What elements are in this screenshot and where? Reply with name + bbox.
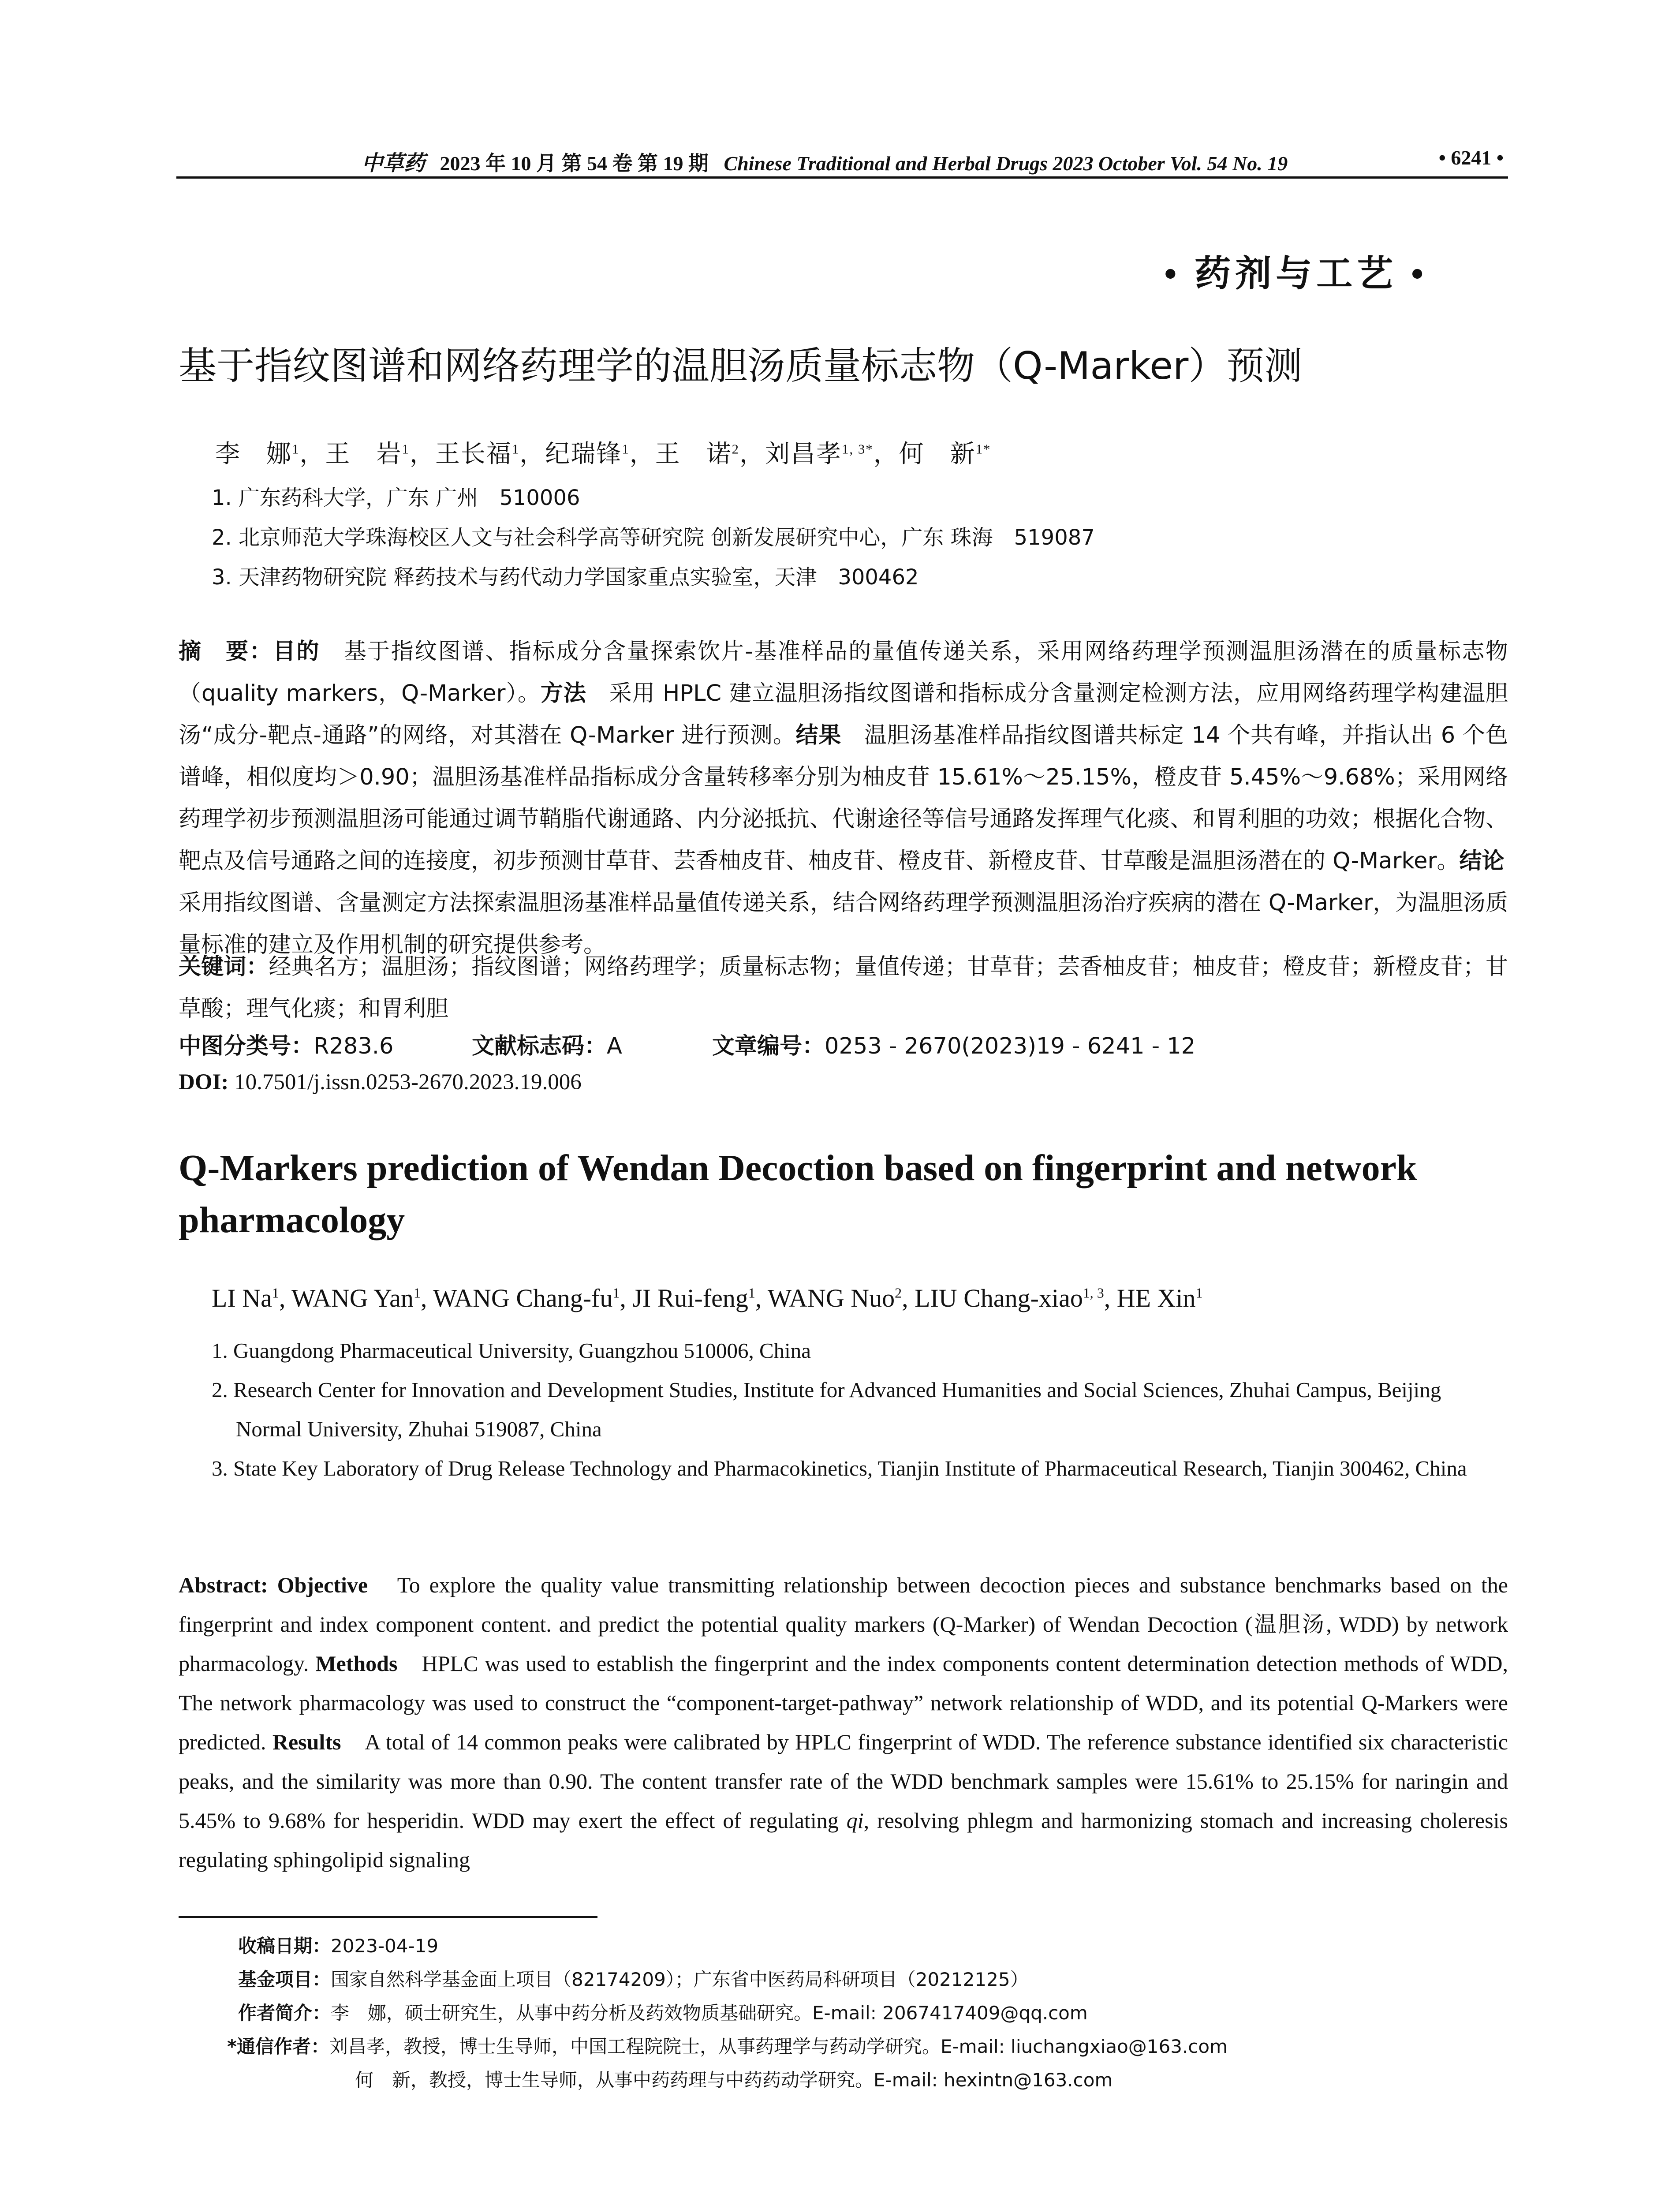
footnote-text: 李 娜，硕士研究生，从事中药分析及药效物质基础研究。E-mail: 2067417409@qq.com [331, 2002, 1088, 2024]
author-sup: 1 [511, 441, 520, 457]
author-sep: , [620, 1284, 633, 1312]
author-sep: , [902, 1284, 915, 1312]
doc-code-value: A [607, 1033, 622, 1059]
author-cn: 李 娜 [215, 441, 292, 468]
author-en: JI Rui-feng [632, 1284, 748, 1312]
doi-line [179, 1069, 582, 1095]
author-en: LI Na [212, 1284, 272, 1312]
footnote-label: 收稿日期： [238, 1935, 331, 1957]
affiliation-cn-3: 3. 天津药物研究院 释药技术与药代动力学国家重点实验室，天津 300462 [212, 565, 919, 590]
title-en: Q-Markers prediction of Wendan Decoction based on fingerprint and network pharmacology [179, 1147, 1417, 1241]
author-en: WANG Chang-fu [433, 1284, 613, 1312]
affiliation-en-1: 1. Guangdong Pharmaceutical University, Guangzhou 510006, China [212, 1338, 811, 1363]
footnote-label: 基金项目： [238, 1969, 331, 1990]
clc-value: R283.6 [314, 1033, 394, 1059]
running-head-text [362, 146, 1288, 176]
keywords-text-cn: 经典名方；温胆汤；指纹图谱；网络药理学；质量标志物；量值传递；甘草苷；芸香柚皮苷；柚皮苷；橙皮苷；新橙皮苷；甘草酸；理气化痰；和胃利胆 [179, 954, 1508, 1022]
footnote-corresponding-2 [238, 2063, 1508, 2097]
author-sup: 1 [748, 1285, 755, 1301]
author-cn: 王 岩 [325, 441, 402, 468]
doi-value: 10.7501/j.issn.0253-2670.2023.19.006 [234, 1070, 582, 1095]
objective-label-cn: 目的 [273, 639, 321, 665]
footnote-corresponding [227, 2030, 1508, 2063]
author-sup: 1 [1195, 1285, 1203, 1301]
issue-info-cn: 2023 年 10 月 第 54 卷 第 19 期 [440, 152, 709, 175]
author-sep: ， [409, 441, 435, 468]
author-sup: 1, 3 [1083, 1285, 1104, 1301]
article-no-label: 文章编号： [712, 1033, 825, 1059]
results-en-1: A total of 14 common peaks were calibrated by HPLC fingerprint of WDD. The reference substance identified six characteristic peaks, and the similarity was more than 0.90. The content transfer rate of the WDD benchmark samples were 15.61% to 25.15% for naringin and 5.45% to 9.68% for hesperidin. WDD may exert the effect of regulating [179, 1730, 1508, 1833]
footnote-label: 作者简介： [238, 2002, 331, 2024]
author-sep: , [755, 1284, 768, 1312]
author-cn: 王 诺 [655, 441, 732, 468]
results-cn: 温胆汤基准样品指纹图谱共标定 14 个共有峰，并指认出 6 个色谱峰，相似度均＞0.90；温胆汤基准样品指标成分含量转移率分别为柚皮苷 15.61%～25.15%，橙皮苷 5.45%～9.68%；采用网络药理学初步预测温胆汤可能通过调节鞘脂代谢通路、内分泌抵抗、代谢途径等信号通路发挥理气化痰、和胃利胆的功效；根据化合物、靶点及信号通路之间的连接度，初步预测甘草苷、芸香柚皮苷、柚皮苷、橙皮苷、新橙皮苷、甘草酸是温胆汤潜在的 Q-Marker。 [179, 722, 1508, 874]
objective-label-en: Objective [277, 1573, 368, 1597]
objective-en: To explore the quality value transmitting relationship between decoction pieces and substance benchmarks based on the fingerprint and index component content. and predict the potential quality markers (Q-Marker) of Wendan Decoction (温胆汤, WDD) by network pharmacology. [179, 1573, 1508, 1676]
abstract-en [179, 1566, 1508, 1880]
authors-en [212, 1283, 1202, 1313]
section-tag: • 药剂与工艺 • [1164, 254, 1428, 294]
clc-label: 中图分类号： [179, 1033, 314, 1059]
conclusion-cn: 采用指纹图谱、含量测定方法探索温胆汤基准样品量值传递关系，结合网络药理学预测温胆汤治疗疾病的潜在 Q-Marker，为温胆汤质量标准的建立及作用机制的研究提供参考。 [179, 848, 1527, 958]
author-sep: ， [629, 441, 655, 468]
running-head [176, 143, 1508, 179]
author-en: WANG Nuo [767, 1284, 895, 1312]
abstract-cn [179, 631, 1527, 966]
footnote-text: 何 新，教授，博士生导师，从事中药药理与中药药动学研究。E-mail: hexintn@163.com [355, 2069, 1113, 2091]
issue-info-en: Chinese Traditional and Herbal Drugs 2023 October Vol. 54 No. 19 [724, 152, 1288, 175]
author-sup: 1 [292, 441, 300, 457]
author-sup: 1* [975, 441, 991, 457]
footnote-text: 刘昌孝，教授，博士生导师，中国工程院院士，从事药理学与药动学研究。E-mail: liuchangxiao@163.com [329, 2036, 1228, 2057]
footnote-author-bio [238, 1996, 1508, 2030]
footnote-label: *通信作者： [227, 2036, 329, 2057]
author-sup: 1 [402, 441, 410, 457]
keywords-label-cn: 关键词： [179, 954, 269, 980]
author-sep: , [420, 1284, 433, 1312]
title-cn: 基于指纹图谱和网络药理学的温胆汤质量标志物（Q-Marker）预测 [179, 344, 1303, 388]
methods-en: HPLC was used to establish the fingerprint and the index components content determination detection methods of WDD, The network pharmacology was used to construct the “component-target-pathway” network relationship of WDD, and its potential Q-Markers were predicted. [179, 1651, 1508, 1754]
footnote-text: 2023-04-19 [331, 1935, 439, 1957]
author-sup: 1 [272, 1285, 279, 1301]
author-sup: 1 [612, 1285, 620, 1301]
methods-cn: 采用 HPLC 建立温胆汤指纹图谱和指标成分含量测定检测方法，应用网络药理学构建温胆汤“成分-靶点-通路”的网络，对其潜在 Q-Marker 进行预测。 [179, 680, 1508, 748]
author-sep: ， [519, 441, 545, 468]
author-sep: , [1104, 1284, 1117, 1312]
footnote-received [238, 1929, 1508, 1963]
author-cn: 何 新 [899, 441, 976, 468]
author-en: LIU Chang-xiao [915, 1284, 1083, 1312]
abstract-en-label: Abstract: [179, 1573, 268, 1597]
author-sup: 1, 3* [842, 441, 874, 457]
objective-cn: 基于指纹图谱、指标成分含量探索饮片-基准样品的量值传递关系，采用网络药理学预测温胆汤潜在的质量标志物（quality markers，Q-Marker）。 [179, 639, 1508, 706]
author-sup: 1 [622, 441, 630, 457]
doi-label: DOI: [179, 1070, 229, 1095]
page-number: • 6241 • [1438, 146, 1504, 169]
authors-cn [215, 434, 991, 470]
author-en: HE Xin [1116, 1284, 1196, 1312]
affiliation-en-2: 2. Research Center for Innovation and Development Studies, Institute for Advanced Humanities and Social Sciences, Zhuhai Campus, Beijing Normal University, Zhuhai 519087, China [212, 1378, 1441, 1441]
author-sep: ， [873, 441, 899, 468]
author-sep: , [279, 1284, 291, 1312]
author-sup: 2 [895, 1285, 902, 1301]
article-no-value: 0253 - 2670(2023)19 - 6241 - 12 [825, 1033, 1196, 1059]
author-sep: ， [739, 441, 765, 468]
methods-label-cn: 方法 [540, 680, 586, 706]
affiliation-cn-1: 1. 广东药科大学，广东 广州 510006 [212, 486, 580, 510]
methods-label-en: Methods [315, 1651, 398, 1676]
footnote-funding [238, 1963, 1508, 1996]
author-sep: ， [299, 441, 325, 468]
footnote-rule [179, 1916, 597, 1918]
footnote-text: 国家自然科学基金面上项目（82174209）；广东省中医药局科研项目（20212125） [331, 1969, 1029, 1990]
author-cn: 王长福 [435, 441, 512, 468]
classification-line [179, 1028, 1195, 1060]
author-cn: 纪瑞锋 [545, 441, 622, 468]
author-en: WANG Yan [291, 1284, 414, 1312]
author-sup: 1 [413, 1285, 421, 1301]
keywords-cn [179, 946, 1508, 1030]
conclusion-label-cn: 结论 [1459, 848, 1505, 874]
footnotes [227, 1929, 1508, 2097]
author-cn: 刘昌孝 [765, 441, 842, 468]
affiliations-en [212, 1331, 1508, 1488]
affiliation-en-3: 3. State Key Laboratory of Drug Release Technology and Pharmacokinetics, Tianjin Institute of Pharmaceutical Research, Tianjin 300462, China [212, 1456, 1467, 1480]
abstract-cn-label: 摘 要： [179, 639, 273, 665]
journal-logo-cn: 中草药 [362, 151, 426, 176]
author-sup: 2 [732, 441, 740, 457]
results-label-en: Results [272, 1730, 341, 1754]
results-en-2: , resolving phlegm and harmonizing stomach and increasing choleresis regulating sphingolipid signaling [179, 1808, 1508, 1872]
affiliation-cn-2: 2. 北京师范大学珠海校区人文与社会科学高等研究院 创新发展研究中心，广东 珠海 519087 [212, 525, 1095, 550]
results-en-qi: qi [846, 1808, 864, 1833]
doc-code-label: 文献标志码： [472, 1033, 607, 1059]
results-label-cn: 结果 [795, 722, 842, 748]
